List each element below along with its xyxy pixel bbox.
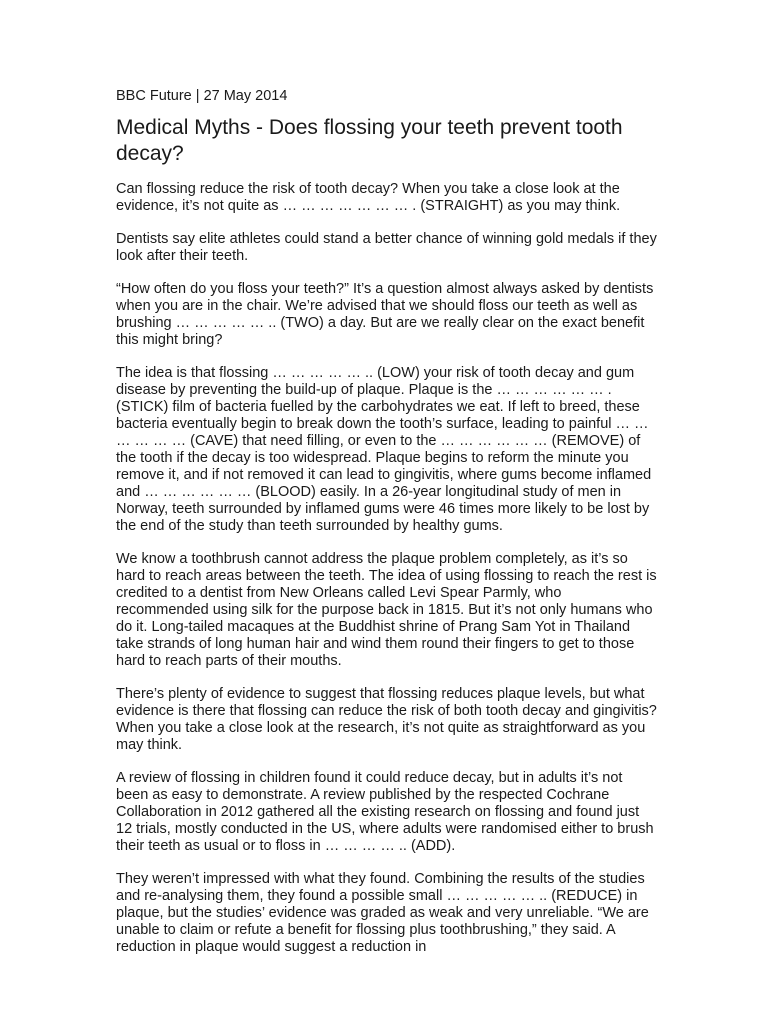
dateline: BBC Future | 27 May 2014 bbox=[116, 88, 288, 104]
paragraph-plaque: The idea is that flossing … … … … … .. (LOW) your risk of tooth decay and gum disease by preventing the build-up of plaque. Plaque is the … … … … … … . (STICK) film of bacteria fuelled by the carbohydrates we eat. If left to breed, these bacteria eventually begin to break down the tooth’s surface, leading to painful … … … … … … (CAVE) that need filling, or even to the … … … … … … (REMOVE) of the tooth if the decay is too widespread. Plaque begins to reform the minute you remove it, and if not removed it can lead to gingivitis, where gums become inflamed and … … … … … … (BLOOD) easily. In a 26-year longitudinal study of men in Norway, teeth surrounded by inflamed gums were 46 times more likely to be lost by the end of the study than teeth surrounded by healthy gums. bbox=[116, 365, 652, 534]
paragraph-history: We know a toothbrush cannot address the plaque problem completely, as it’s so hard to reach areas between the teeth. The idea of using flossing to reach the rest is credited to a dentist from New Orleans called Levi Spear Parmly, who recommended using silk for the purpose back in 1815. But it’s not only humans who do it. Long-tailed macaques at the Buddhist shrine of Prang Sam Yot in Thailand take strands of long human hair and wind them round their fingers to get to those hard to reach parts of their mouths. bbox=[116, 551, 657, 669]
paragraph-athletes: Dentists say elite athletes could stand a better chance of winning gold medals if they look after their teeth. bbox=[116, 231, 657, 264]
paragraph-results: They weren’t impressed with what they found. Combining the results of the studies and re-analysing them, they found a possible small … … … … … .. (REDUCE) in plaque, but the studies’ evidence was graded as weak and very unreliable. “We are unable to claim or refute a benefit for flossing plus toothbrushing,” they said. A reduction in plaque would suggest a reduction in bbox=[116, 871, 649, 955]
paragraph-floss-question: “How often do you floss your teeth?” It’s a question almost always asked by dentists when you are in the chair. We’re advised that we should floss our teeth as well as brushing … … … … … .. (TWO) a day. But are we really clear on the exact benefit this might bring? bbox=[116, 281, 654, 348]
paragraph-intro: Can flossing reduce the risk of tooth decay? When you take a close look at the evidence, it’s not quite as … … … … … … … . (STRAIGHT) as you may think. bbox=[116, 181, 621, 214]
paragraph-evidence: There’s plenty of evidence to suggest that flossing reduces plaque levels, but what evidence is there that flossing can reduce the risk of both tooth decay and gingivitis? When you take a close look at the research, it’s not quite as straightforward as you may think. bbox=[116, 686, 657, 753]
paragraph-review: A review of flossing in children found it could reduce decay, but in adults it’s not been as easy to demonstrate. A review published by the respected Cochrane Collaboration in 2012 gathered all the existing research on flossing and found just 12 trials, mostly conducted in the US, where adults were randomised either to brush their teeth as usual or to floss in … … … … .. (ADD). bbox=[116, 770, 654, 854]
article-title: Medical Myths - Does flossing your teeth prevent tooth decay? bbox=[116, 116, 623, 165]
